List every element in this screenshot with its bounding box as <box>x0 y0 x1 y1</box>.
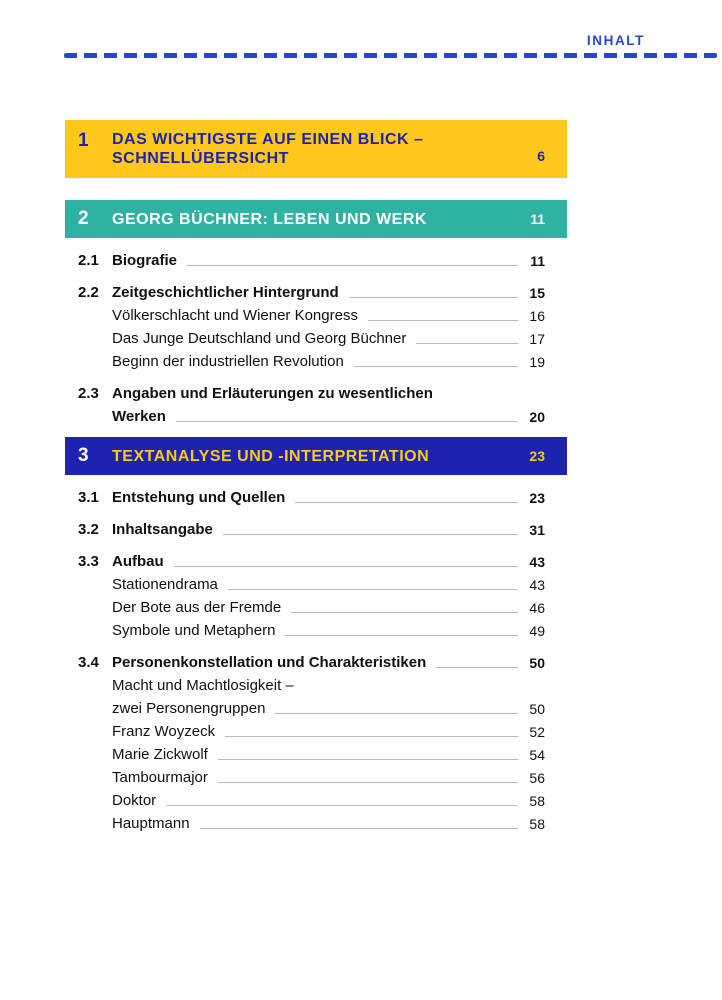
toc-subentry <box>78 325 545 348</box>
leader-line <box>187 265 518 266</box>
toc-subentry <box>78 302 545 325</box>
leader-line <box>176 421 518 422</box>
entry-page: 50 <box>529 655 545 671</box>
toc-entry-3-4 <box>78 649 545 672</box>
entry-label: Beginn der industriellen Revolution <box>112 353 344 370</box>
entry-page: 19 <box>529 354 545 370</box>
header-label: INHALT <box>586 33 645 48</box>
leader-line <box>218 759 518 760</box>
entry-label: Franz Woyzeck <box>112 723 216 740</box>
section-3-number: 3 <box>78 445 89 466</box>
entry-label: Symbole und Metaphern <box>112 622 276 639</box>
toc-entry-2-2 <box>78 279 545 302</box>
entry-number: 3.3 <box>78 553 99 570</box>
entry-page: 58 <box>529 793 545 809</box>
toc-content <box>65 120 567 833</box>
leader-line <box>354 366 518 367</box>
entry-page: 43 <box>529 554 545 570</box>
entry-label: Angaben und Erläuterungen zu wesentlichen <box>112 385 433 402</box>
entry-page: 11 <box>530 253 545 269</box>
toc-entry-3-3 <box>78 548 545 571</box>
entry-label: Werken <box>112 408 166 425</box>
entry-number: 2.2 <box>78 284 99 301</box>
entry-label: zwei Personengruppen <box>112 700 266 717</box>
leader-line <box>228 589 518 590</box>
leader-line <box>200 828 518 829</box>
leader-line <box>295 502 518 503</box>
toc-subentry <box>78 718 545 741</box>
leader-line <box>218 782 518 783</box>
entry-label: Das Junge Deutschland und Georg Büchner <box>112 330 407 347</box>
section-1-title-line1: DAS WICHTIGSTE AUF EINEN BLICK – <box>112 131 424 148</box>
entry-label: Inhaltsangabe <box>112 521 213 538</box>
leader-line <box>291 612 518 613</box>
entry-label: Hauptmann <box>112 815 190 832</box>
entry-page: 54 <box>529 747 545 763</box>
toc-subentry <box>78 741 545 764</box>
entry-label: Marie Zickwolf <box>112 746 208 763</box>
entry-label: Biografie <box>112 252 178 269</box>
section-2-title: GEORG BÜCHNER: LEBEN UND WERK <box>112 210 427 228</box>
toc-entry-3-2 <box>78 516 545 539</box>
leader-line <box>225 736 518 737</box>
entry-page: 46 <box>529 600 545 616</box>
entry-number: 3.2 <box>78 521 99 538</box>
toc-subentry <box>78 617 545 640</box>
section-2-page: 11 <box>530 211 545 227</box>
entry-label: Stationendrama <box>112 576 218 593</box>
entry-label: Macht und Machtlosigkeit – <box>112 677 294 694</box>
entry-page: 15 <box>529 285 545 301</box>
section-2-banner <box>65 200 567 238</box>
toc-subentry-line1 <box>78 672 545 695</box>
section-3-rows <box>65 484 567 833</box>
entry-page: 17 <box>529 331 545 347</box>
entry-page: 50 <box>529 701 545 717</box>
section-2-rows <box>65 247 567 426</box>
section-3-title: TEXTANALYSE UND -INTERPRETATION <box>112 447 430 465</box>
entry-label: Völkerschlacht und Wiener Kongress <box>112 307 358 324</box>
section-1-number: 1 <box>78 130 89 151</box>
toc-subentry <box>78 348 545 371</box>
entry-label: Aufbau <box>112 553 164 570</box>
leader-line <box>436 667 518 668</box>
toc-subentry-line2 <box>78 695 545 718</box>
entry-label: Personenkonstellation und Charakteristiken <box>112 654 427 671</box>
leader-line <box>285 635 518 636</box>
section-3-banner <box>65 437 567 475</box>
page-header <box>0 32 645 50</box>
leader-line <box>349 297 518 298</box>
leader-line <box>166 805 518 806</box>
toc-entry-2-3-line2 <box>78 403 545 426</box>
leader-line <box>275 713 518 714</box>
section-1-page: 6 <box>537 148 545 164</box>
entry-number: 3.1 <box>78 489 99 506</box>
leader-line <box>174 566 518 567</box>
toc-entry-3-1 <box>78 484 545 507</box>
toc-entry-2-3-line1 <box>78 380 545 403</box>
entry-number: 3.4 <box>78 654 99 671</box>
entry-page: 20 <box>529 409 545 425</box>
entry-label: Zeitgeschichtlicher Hintergrund <box>112 284 339 301</box>
entry-page: 56 <box>529 770 545 786</box>
leader-line <box>223 534 518 535</box>
entry-label: Der Bote aus der Fremde <box>112 599 282 616</box>
toc-subentry <box>78 787 545 810</box>
entry-page: 52 <box>529 724 545 740</box>
entry-number: 2.1 <box>78 252 99 269</box>
dashed-divider <box>64 53 717 58</box>
section-1-title <box>112 130 537 168</box>
section-2-number: 2 <box>78 208 89 229</box>
entry-page: 23 <box>529 490 545 506</box>
toc-subentry <box>78 594 545 617</box>
section-1-banner <box>65 120 567 178</box>
entry-label: Entstehung und Quellen <box>112 489 286 506</box>
entry-page: 58 <box>529 816 545 832</box>
entry-page: 43 <box>529 577 545 593</box>
section-3-page: 23 <box>529 448 545 464</box>
entry-label: Tambourmajor <box>112 769 208 786</box>
entry-page: 49 <box>529 623 545 639</box>
section-1-title-line2: SCHNELLÜBERSICHT <box>112 150 289 167</box>
leader-line <box>368 320 518 321</box>
entry-number: 2.3 <box>78 385 99 402</box>
toc-entry-2-1 <box>78 247 545 270</box>
toc-subentry <box>78 810 545 833</box>
entry-page: 16 <box>529 308 545 324</box>
toc-subentry <box>78 571 545 594</box>
leader-line <box>416 343 518 344</box>
entry-label: Doktor <box>112 792 157 809</box>
entry-page: 31 <box>529 522 545 538</box>
toc-subentry <box>78 764 545 787</box>
